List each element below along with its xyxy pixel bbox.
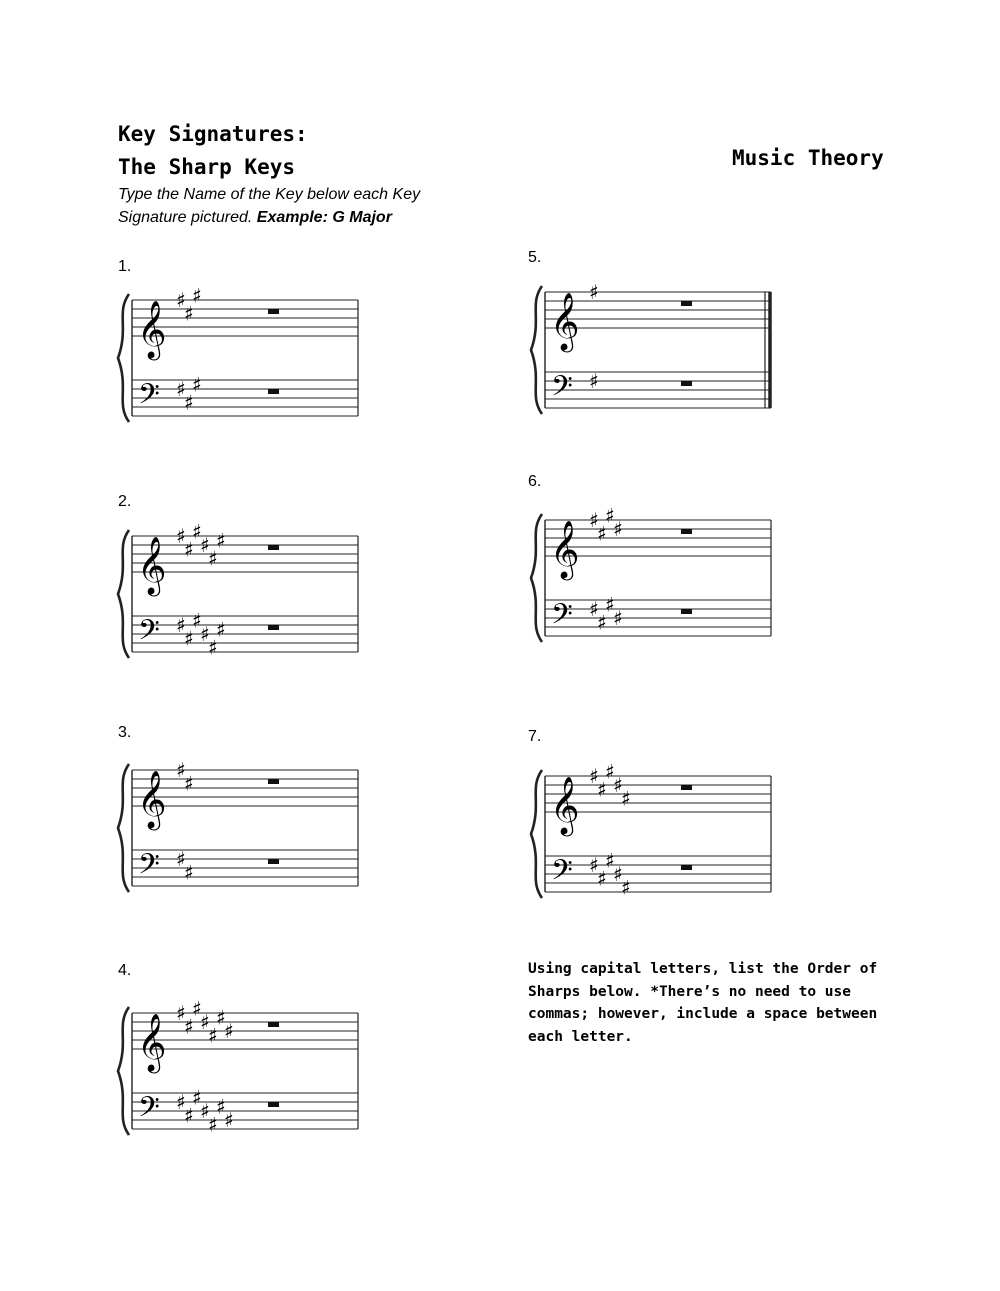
sharp-icon: ♯ <box>200 533 210 557</box>
grand-staff-graphic <box>118 997 358 1137</box>
brace <box>118 764 129 892</box>
bass-clef-icon: 𝄢 <box>551 598 573 638</box>
treble-clef-icon: 𝄞 <box>550 776 580 834</box>
whole-rest-icon <box>268 309 279 314</box>
bass-clef-icon: 𝄢 <box>138 848 160 888</box>
exercise-1-grand-staff <box>118 270 368 440</box>
sharp-icon: ♯ <box>176 1001 186 1025</box>
instructions-example: Example: G Major <box>256 209 392 226</box>
sharp-icon: ♯ <box>224 1108 234 1132</box>
sharp-icon: ♯ <box>184 626 194 651</box>
sharp-icon: ♯ <box>597 521 607 546</box>
whole-rest-icon <box>681 381 692 386</box>
sharp-icon: ♯ <box>176 847 186 871</box>
sharp-icon: ♯ <box>192 608 202 633</box>
sharp-icon: ♯ <box>224 1019 234 1043</box>
treble-clef-icon: 𝄞 <box>550 520 580 578</box>
sharp-icon: ♯ <box>176 613 186 637</box>
order-of-sharps-prompt: Using capital letters, list the Order of Sharps below. *There’s no need to use commas; however, include a space between each letter. <box>528 961 878 1045</box>
sharp-icon: ♯ <box>184 537 194 562</box>
bass-clef-icon: 𝄢 <box>138 378 160 418</box>
sharp-icon: ♯ <box>192 996 202 1021</box>
sharp-icon: ♯ <box>589 853 599 877</box>
treble-clef-icon: 𝄞 <box>137 770 167 828</box>
exercise-5-grand-staff <box>531 262 781 432</box>
sharp-icon: ♯ <box>200 1099 210 1123</box>
sharp-icon: ♯ <box>176 758 186 782</box>
treble-clef-icon: 𝄞 <box>550 292 580 350</box>
bass-clef-icon: 𝄢 <box>551 370 573 410</box>
grand-staff-graphic <box>118 520 358 660</box>
instructions-text: Type the Name of the Key below each Key Signature pictured. <box>118 186 421 226</box>
sharp-icon: ♯ <box>184 1103 194 1128</box>
sharp-icon: ♯ <box>184 771 194 796</box>
treble-clef-icon: 𝄞 <box>137 1013 167 1071</box>
sharp-icon: ♯ <box>208 1023 218 1048</box>
subject-label: Music Theory <box>732 146 884 170</box>
sharp-icon: ♯ <box>176 377 186 401</box>
sharp-icon: ♯ <box>589 508 599 532</box>
whole-rest-icon <box>681 301 692 306</box>
sharp-icon: ♯ <box>200 1010 210 1034</box>
sharp-icon: ♯ <box>605 592 615 617</box>
sharp-icon: ♯ <box>216 1094 226 1119</box>
brace <box>118 1007 129 1135</box>
brace <box>118 530 129 658</box>
sharp-icon: ♯ <box>192 1085 202 1110</box>
treble-clef-icon: 𝄞 <box>137 300 167 358</box>
sharp-icon: ♯ <box>184 1014 194 1039</box>
whole-rest-icon <box>268 1022 279 1027</box>
sharp-icon: ♯ <box>176 1090 186 1114</box>
sharp-icon: ♯ <box>208 546 218 571</box>
sharp-icon: ♯ <box>589 369 599 393</box>
sharp-icon: ♯ <box>605 759 615 784</box>
exercise-3-grand-staff <box>118 740 368 910</box>
exercise-4-number: 4. <box>118 962 132 979</box>
brace <box>118 294 129 422</box>
sharp-icon: ♯ <box>200 622 210 646</box>
bass-clef-icon: 𝄢 <box>138 1091 160 1131</box>
whole-rest-icon <box>268 545 279 550</box>
whole-rest-icon <box>268 389 279 394</box>
worksheet-title-line1: Key Signatures: <box>118 122 308 146</box>
whole-rest-icon <box>681 529 692 534</box>
exercise-2-number: 2. <box>118 493 132 510</box>
whole-rest-icon <box>268 1102 279 1107</box>
sharp-icon: ♯ <box>184 390 194 415</box>
sharp-icon: ♯ <box>176 288 186 312</box>
grand-staff-graphic <box>118 758 358 892</box>
grand-staff-graphic <box>118 284 358 423</box>
instructions <box>118 183 478 229</box>
sharp-icon: ♯ <box>597 610 607 635</box>
sharp-icon: ♯ <box>192 283 202 308</box>
sharp-icon: ♯ <box>216 617 226 642</box>
sharp-icon: ♯ <box>613 517 623 541</box>
whole-rest-icon <box>268 779 279 784</box>
sharp-icon: ♯ <box>605 503 615 528</box>
sharp-icon: ♯ <box>216 1005 226 1030</box>
grand-staff-graphic <box>531 280 771 414</box>
exercise-7-grand-staff <box>531 746 781 916</box>
sharp-icon: ♯ <box>597 866 607 891</box>
sharp-icon: ♯ <box>605 848 615 873</box>
exercise-4-grand-staff <box>118 983 368 1153</box>
exercise-1-number: 1. <box>118 258 132 275</box>
sharp-icon: ♯ <box>216 528 226 553</box>
sharp-icon: ♯ <box>208 1112 218 1137</box>
sharp-icon: ♯ <box>613 862 623 886</box>
worksheet-title-line2: The Sharp Keys <box>118 155 296 179</box>
whole-rest-icon <box>681 785 692 790</box>
bass-clef-icon: 𝄢 <box>551 854 573 894</box>
sharp-icon: ♯ <box>613 773 623 797</box>
bass-clef-icon: 𝄢 <box>138 614 160 654</box>
sharp-icon: ♯ <box>176 524 186 548</box>
sharp-icon: ♯ <box>589 764 599 788</box>
exercise-3-number: 3. <box>118 724 132 741</box>
sharp-icon: ♯ <box>192 372 202 397</box>
sharp-icon: ♯ <box>613 606 623 630</box>
brace <box>531 770 542 898</box>
sharp-icon: ♯ <box>589 280 599 304</box>
whole-rest-icon <box>681 865 692 870</box>
exercise-6-number: 6. <box>528 473 542 490</box>
sharp-icon: ♯ <box>621 786 631 811</box>
grand-staff-graphic <box>531 760 771 900</box>
exercise-5-number: 5. <box>528 249 542 266</box>
sharp-icon: ♯ <box>184 860 194 885</box>
sharp-icon: ♯ <box>597 777 607 802</box>
whole-rest-icon <box>268 859 279 864</box>
treble-clef-icon: 𝄞 <box>137 536 167 594</box>
grand-staff-graphic <box>531 504 771 643</box>
brace <box>531 286 542 414</box>
sharp-icon: ♯ <box>192 519 202 544</box>
whole-rest-icon <box>268 625 279 630</box>
sharp-icon: ♯ <box>184 301 194 326</box>
brace <box>531 514 542 642</box>
sharp-icon: ♯ <box>621 875 631 900</box>
exercise-2-grand-staff <box>118 506 368 676</box>
exercise-7-number: 7. <box>528 728 542 745</box>
sharp-icon: ♯ <box>208 635 218 660</box>
exercise-6-grand-staff <box>531 490 781 660</box>
whole-rest-icon <box>681 609 692 614</box>
sharp-icon: ♯ <box>589 597 599 621</box>
